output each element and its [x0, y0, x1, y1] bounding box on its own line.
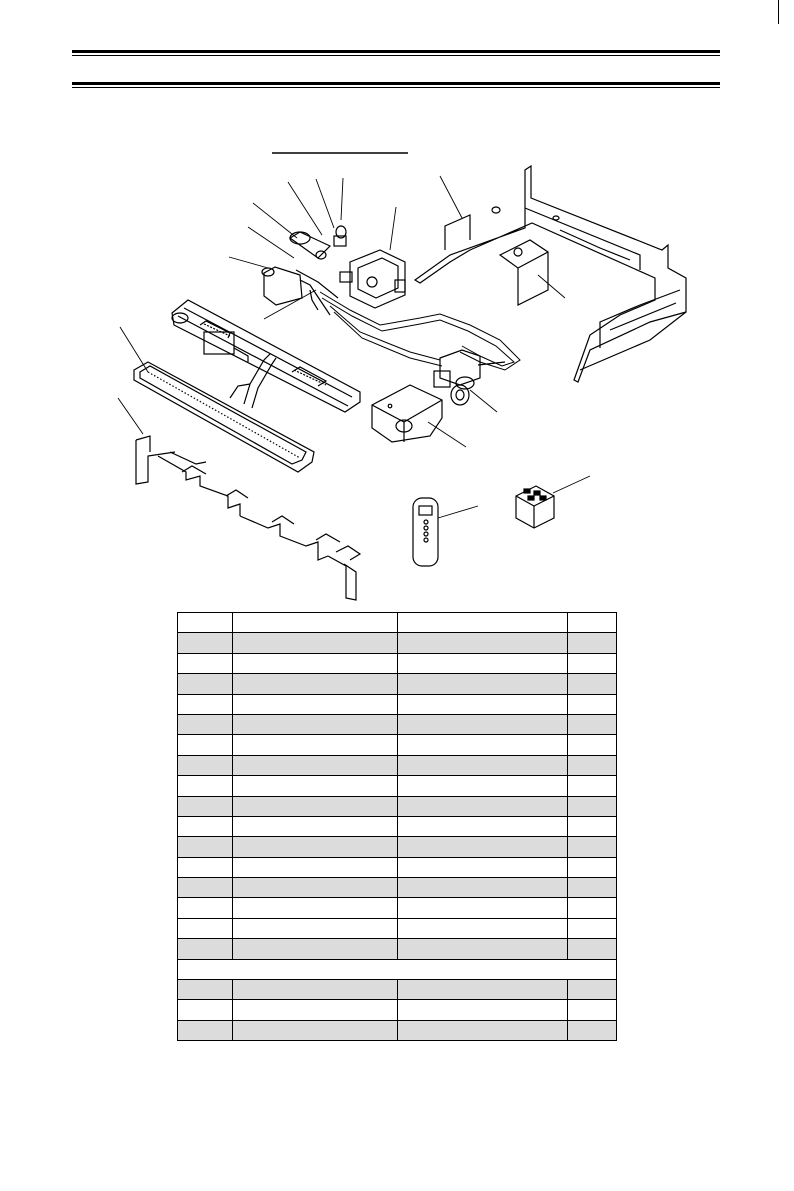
table-cell — [178, 898, 233, 918]
rear-chassis-bracket — [415, 166, 686, 382]
table-cell — [398, 674, 568, 694]
table-row — [178, 674, 617, 694]
table-cell — [568, 939, 617, 959]
table-cell — [568, 613, 617, 633]
table-cell — [568, 714, 617, 734]
table-cell — [233, 633, 398, 653]
pilot-assembly — [262, 267, 338, 315]
table-cell — [398, 714, 568, 734]
table-cell — [568, 633, 617, 653]
table-cell — [398, 857, 568, 877]
table-cell — [233, 918, 398, 938]
table-cell — [398, 735, 568, 755]
table-cell — [178, 980, 233, 1000]
table-cell — [178, 674, 233, 694]
table-cell — [398, 837, 568, 857]
table-row — [178, 735, 617, 755]
table-cell — [568, 776, 617, 796]
table-cell — [233, 653, 398, 673]
table-cell — [233, 878, 398, 898]
table-cell — [568, 980, 617, 1000]
table-cell — [568, 735, 617, 755]
table-section-cell — [178, 959, 617, 979]
table-cell — [233, 674, 398, 694]
table-row — [178, 857, 617, 877]
table-cell — [568, 857, 617, 877]
table-row — [178, 755, 617, 775]
table-cell — [233, 755, 398, 775]
table-cell — [398, 1000, 568, 1020]
table-row — [178, 980, 617, 1000]
table-cell — [398, 918, 568, 938]
table-cell — [233, 939, 398, 959]
table-cell — [178, 918, 233, 938]
table-row — [178, 837, 617, 857]
page-cut-mark — [778, 0, 779, 24]
table-row — [178, 816, 617, 836]
table-section-row — [178, 959, 617, 979]
table-row — [178, 776, 617, 796]
burner-grate — [136, 436, 360, 600]
gas-valve — [340, 250, 405, 308]
control-bracket — [372, 385, 442, 442]
table-cell — [178, 653, 233, 673]
table-cell — [178, 1020, 233, 1040]
valve-fittings — [290, 226, 346, 259]
table-cell — [178, 857, 233, 877]
remote-receiver — [516, 486, 554, 528]
table-cell — [178, 878, 233, 898]
gas-tubing — [320, 292, 520, 370]
table-cell — [568, 694, 617, 714]
receiver-bracket — [500, 240, 548, 305]
header-rule-middle — [72, 82, 720, 88]
table-cell — [568, 653, 617, 673]
table-cell — [178, 939, 233, 959]
table-cell — [568, 796, 617, 816]
table-row — [178, 918, 617, 938]
table-cell — [233, 816, 398, 836]
table-cell — [398, 653, 568, 673]
table-cell — [178, 694, 233, 714]
table-row — [178, 939, 617, 959]
header-rule-top — [72, 50, 720, 56]
table-cell — [398, 939, 568, 959]
table-cell — [398, 1020, 568, 1040]
table-cell — [398, 776, 568, 796]
table-cell — [398, 878, 568, 898]
table-cell — [233, 613, 398, 633]
table-cell — [568, 878, 617, 898]
table-cell — [398, 613, 568, 633]
table-cell — [398, 755, 568, 775]
table-row — [178, 1000, 617, 1020]
table-cell — [178, 796, 233, 816]
table-cell — [178, 755, 233, 775]
table-cell — [178, 837, 233, 857]
table-cell — [568, 1020, 617, 1040]
table-row — [178, 1020, 617, 1040]
table-cell — [233, 837, 398, 857]
table-cell — [233, 1020, 398, 1040]
table-cell — [178, 633, 233, 653]
table-cell — [398, 898, 568, 918]
table-row — [178, 613, 617, 633]
table-cell — [233, 735, 398, 755]
table-cell — [398, 694, 568, 714]
table-cell — [178, 735, 233, 755]
table-cell — [178, 816, 233, 836]
table-row — [178, 714, 617, 734]
table-cell — [233, 898, 398, 918]
table-cell — [568, 674, 617, 694]
table-cell — [233, 980, 398, 1000]
table-cell — [398, 980, 568, 1000]
callout-leaders — [118, 176, 590, 518]
exploded-parts-diagram — [0, 100, 794, 610]
table-cell — [568, 837, 617, 857]
table-cell — [568, 1000, 617, 1020]
table-row — [178, 633, 617, 653]
table-row — [178, 653, 617, 673]
table-cell — [233, 776, 398, 796]
table-cell — [233, 1000, 398, 1020]
table-cell — [568, 755, 617, 775]
table-cell — [568, 918, 617, 938]
table-cell — [398, 816, 568, 836]
table-row — [178, 796, 617, 816]
table-cell — [233, 714, 398, 734]
burner — [172, 300, 360, 412]
table-cell — [233, 857, 398, 877]
table-row — [178, 878, 617, 898]
control-valve — [434, 350, 505, 405]
table-row — [178, 898, 617, 918]
table-cell — [178, 714, 233, 734]
table-cell — [178, 776, 233, 796]
table-cell — [398, 633, 568, 653]
table-cell — [568, 898, 617, 918]
parts-list-table — [177, 612, 617, 1041]
table-cell — [178, 613, 233, 633]
table-cell — [233, 796, 398, 816]
table-row — [178, 694, 617, 714]
table-cell — [233, 694, 398, 714]
table-cell — [398, 796, 568, 816]
remote-transmitter — [413, 498, 438, 566]
table-cell — [178, 1000, 233, 1020]
table-cell — [568, 816, 617, 836]
